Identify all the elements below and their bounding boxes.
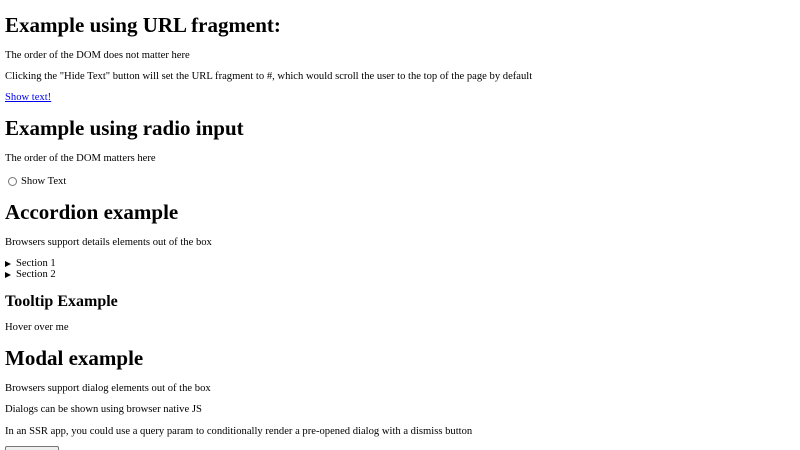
disclosure-triangle-icon	[5, 272, 11, 278]
show-text-radio-label[interactable]: Show Text	[21, 176, 67, 187]
radio-input-heading: Example using radio input	[5, 116, 244, 140]
modal-text-1: Browsers support dialog elements out of the box	[5, 383, 211, 394]
show-text-link[interactable]: Show text!	[5, 92, 52, 103]
accordion-heading: Accordion example	[5, 200, 179, 224]
accordion-section-2[interactable]	[5, 269, 56, 280]
accordion-section-1-label[interactable]: Section 1	[16, 258, 56, 269]
accordion-section-1[interactable]	[5, 258, 56, 269]
accordion-text-1: Browsers support details elements out of the box	[5, 237, 212, 248]
url-fragment-text-2: Clicking the "Hide Text" button will set the URL fragment to #, which would scroll the user to the top of the page by default	[5, 71, 533, 82]
url-fragment-text-1: The order of the DOM does not matter here	[5, 50, 190, 61]
tooltip-heading: Tooltip Example	[5, 293, 118, 310]
tooltip-hover-target[interactable]: Hover over me	[5, 322, 69, 333]
disclosure-triangle-icon	[5, 261, 11, 267]
show-text-radio-row[interactable]	[5, 175, 66, 188]
url-fragment-heading: Example using URL fragment:	[5, 13, 281, 37]
modal-heading: Modal example	[5, 346, 144, 370]
modal-text-3: In an SSR app, you could use a query param to conditionally render a pre-opened dialog with a dismiss button	[5, 426, 473, 437]
accordion-section-2-label[interactable]: Section 2	[16, 269, 56, 280]
radio-input-text-1: The order of the DOM matters here	[5, 153, 156, 164]
modal-text-2: Dialogs can be shown using browser native JS	[5, 404, 202, 415]
show-text-radio[interactable]	[8, 177, 17, 186]
open-dialog-button[interactable]	[5, 446, 59, 450]
